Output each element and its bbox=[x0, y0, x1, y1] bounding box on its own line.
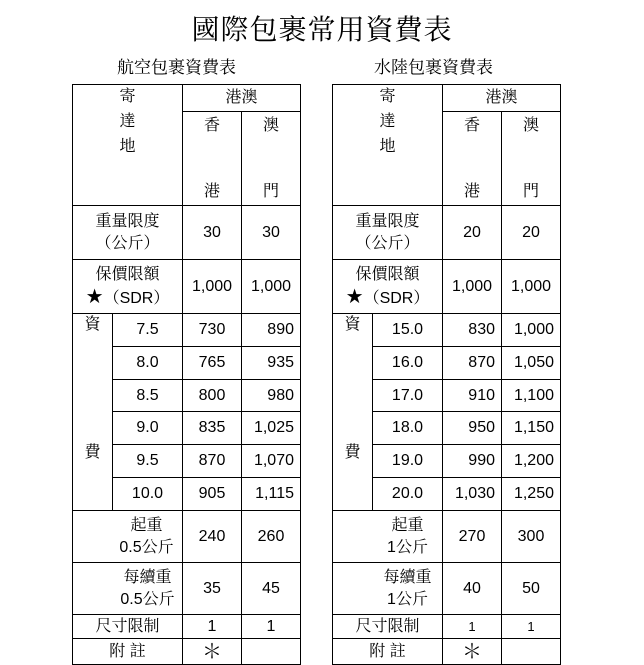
insurance-hk: 1,000 bbox=[443, 260, 502, 314]
destination-char: 寄 bbox=[119, 87, 136, 105]
table-row: 18.0 950 1,150 bbox=[333, 412, 561, 445]
remarks-hk: ＊ bbox=[443, 639, 502, 665]
air-table-title: 航空包裹資費表 bbox=[117, 58, 236, 78]
rate-label: 資 費 bbox=[73, 314, 113, 511]
remarks-row bbox=[73, 639, 301, 665]
hong-kong-header: 香 港 bbox=[443, 112, 502, 206]
region-header: 港澳 bbox=[443, 85, 561, 112]
each-additional-mo: 45 bbox=[242, 563, 301, 615]
weight-limit-label: 重量限度 （公斤） bbox=[333, 206, 443, 260]
table-row: 8.5 800 980 bbox=[73, 379, 301, 412]
initial-weight-hk: 270 bbox=[443, 511, 502, 563]
size-limit-mo: 1 bbox=[502, 615, 561, 639]
weight-limit-hk: 20 bbox=[443, 206, 502, 260]
table-row: 9.0 835 1,025 bbox=[73, 412, 301, 445]
weight-limit-hk: 30 bbox=[183, 206, 242, 260]
size-limit-row bbox=[333, 615, 561, 639]
initial-weight-mo: 300 bbox=[502, 511, 561, 563]
size-limit-label: 尺寸限制 bbox=[333, 615, 443, 639]
destination-char: 達 bbox=[119, 112, 136, 130]
surface-rate-table bbox=[332, 84, 561, 665]
size-limit-hk: 1 bbox=[443, 615, 502, 639]
table-row: 9.5 870 1,070 bbox=[73, 445, 301, 478]
remarks-row bbox=[333, 639, 561, 665]
remarks-mo bbox=[502, 639, 561, 665]
weight-limit-row bbox=[333, 206, 561, 260]
insurance-mo: 1,000 bbox=[242, 260, 301, 314]
each-additional-mo: 50 bbox=[502, 563, 561, 615]
each-additional-hk: 40 bbox=[443, 563, 502, 615]
weight-limit-row bbox=[73, 206, 301, 260]
region-header: 港澳 bbox=[183, 85, 301, 112]
macau-header: 澳 門 bbox=[242, 112, 301, 206]
destination-header bbox=[73, 85, 183, 206]
destination-header bbox=[333, 85, 443, 206]
insurance-row bbox=[73, 260, 301, 314]
initial-weight-row bbox=[73, 511, 301, 563]
page-title: 國際包裹常用資費表 bbox=[191, 13, 453, 46]
each-additional-label: 每續重 1公斤 bbox=[333, 563, 443, 615]
remarks-hk: ＊ bbox=[183, 639, 242, 665]
each-additional-hk: 35 bbox=[183, 563, 242, 615]
table-row: 19.0 990 1,200 bbox=[333, 445, 561, 478]
destination-char: 達 bbox=[379, 112, 396, 130]
initial-weight-label: 起重 0.5公斤 bbox=[73, 511, 183, 563]
destination-char: 地 bbox=[119, 137, 136, 155]
size-limit-hk: 1 bbox=[183, 615, 242, 639]
air-rate-table bbox=[72, 84, 301, 665]
insurance-row bbox=[333, 260, 561, 314]
insurance-mo: 1,000 bbox=[502, 260, 561, 314]
hong-kong-header: 香 港 bbox=[183, 112, 242, 206]
table-row: 資 費 15.0 830 1,000 bbox=[333, 314, 561, 347]
rate-label: 資 費 bbox=[333, 314, 373, 511]
each-additional-row bbox=[333, 563, 561, 615]
each-additional-label: 每續重 0.5公斤 bbox=[73, 563, 183, 615]
table-row: 16.0 870 1,050 bbox=[333, 346, 561, 379]
table-row: 10.0 905 1,115 bbox=[73, 478, 301, 511]
initial-weight-label: 起重 1公斤 bbox=[333, 511, 443, 563]
weight-limit-label: 重量限度 （公斤） bbox=[73, 206, 183, 260]
star-icon: ★ bbox=[345, 285, 364, 308]
weight-limit-mo: 20 bbox=[502, 206, 561, 260]
remarks-mo bbox=[242, 639, 301, 665]
destination-char: 地 bbox=[379, 137, 396, 155]
remarks-label: 附 註 bbox=[333, 639, 443, 665]
star-icon: ★ bbox=[85, 285, 104, 308]
table-row: 資 費 7.5 730 890 bbox=[73, 314, 301, 347]
each-additional-row bbox=[73, 563, 301, 615]
insurance-label: 保價限額 ★（SDR） bbox=[333, 260, 443, 314]
initial-weight-row bbox=[333, 511, 561, 563]
remarks-label: 附 註 bbox=[73, 639, 183, 665]
insurance-label: 保價限額 ★（SDR） bbox=[73, 260, 183, 314]
insurance-hk: 1,000 bbox=[183, 260, 242, 314]
size-limit-row bbox=[73, 615, 301, 639]
surface-table-title: 水陸包裹資費表 bbox=[374, 58, 493, 78]
size-limit-label: 尺寸限制 bbox=[73, 615, 183, 639]
destination-char: 寄 bbox=[379, 87, 396, 105]
initial-weight-mo: 260 bbox=[242, 511, 301, 563]
table-row: 8.0 765 935 bbox=[73, 346, 301, 379]
initial-weight-hk: 240 bbox=[183, 511, 242, 563]
size-limit-mo: 1 bbox=[242, 615, 301, 639]
table-row: 17.0 910 1,100 bbox=[333, 379, 561, 412]
weight-limit-mo: 30 bbox=[242, 206, 301, 260]
macau-header: 澳 門 bbox=[502, 112, 561, 206]
table-row: 20.0 1,030 1,250 bbox=[333, 478, 561, 511]
